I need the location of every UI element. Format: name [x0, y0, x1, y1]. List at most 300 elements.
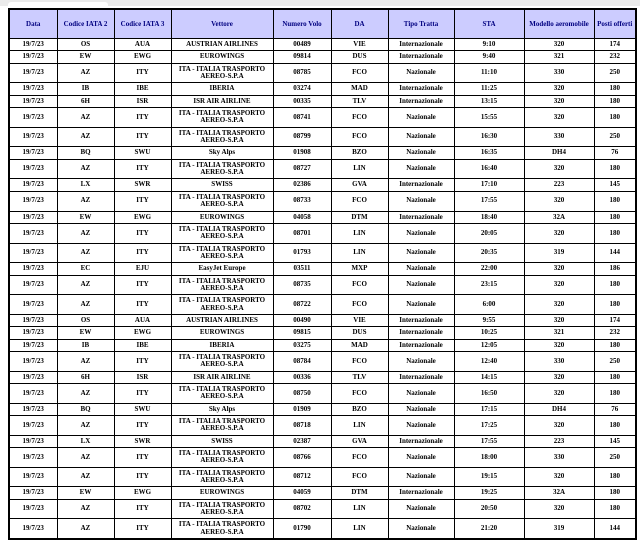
cell-sta: 22:00 — [454, 263, 524, 275]
cell-modello: 320 — [524, 416, 594, 436]
table-row — [9, 448, 636, 468]
cell-iata3: ITY — [114, 416, 171, 436]
cell-posti: 174 — [594, 39, 636, 51]
cell-iata3: IBE — [114, 83, 171, 95]
cell-iata2: AZ — [57, 295, 114, 315]
cell-iata3: EWG — [114, 487, 171, 499]
cell-tratta: Internazionale — [388, 179, 454, 191]
cell-tratta: Internazionale — [388, 487, 454, 499]
cell-modello: 320 — [524, 159, 594, 179]
cell-tratta: Nazionale — [388, 403, 454, 415]
cell-modello: 223 — [524, 435, 594, 447]
cell-da: LIN — [331, 416, 388, 436]
column-header-da: DA — [331, 9, 388, 39]
cell-tratta: Nazionale — [388, 63, 454, 83]
cell-iata3: EJU — [114, 263, 171, 275]
cell-modello: 319 — [524, 243, 594, 263]
column-header-iata3: Codice IATA 3 — [114, 9, 171, 39]
column-header-vettore: Vettore — [171, 9, 273, 39]
cell-volo: 01793 — [273, 243, 331, 263]
cell-data: 19/7/23 — [9, 83, 57, 95]
cell-tratta: Nazionale — [388, 295, 454, 315]
cell-sta: 20:35 — [454, 243, 524, 263]
cell-da: FCO — [331, 191, 388, 211]
cell-vettore: EasyJet Europe — [171, 263, 273, 275]
cell-da: MAD — [331, 83, 388, 95]
flights-table — [8, 8, 637, 540]
cell-vettore: ITA - ITALIA TRASPORTO AEREO-S.P.A — [171, 519, 273, 539]
table-row — [9, 275, 636, 295]
cell-iata3: ISR — [114, 95, 171, 107]
cell-tratta: Internazionale — [388, 51, 454, 63]
cell-sta: 12:40 — [454, 351, 524, 371]
cell-data: 19/7/23 — [9, 179, 57, 191]
cell-tratta: Internazionale — [388, 83, 454, 95]
table-row — [9, 499, 636, 519]
cell-sta: 17:15 — [454, 403, 524, 415]
cell-da: GVA — [331, 435, 388, 447]
cell-modello: 320 — [524, 263, 594, 275]
cell-volo: 08741 — [273, 108, 331, 128]
cell-vettore: IBERIA — [171, 83, 273, 95]
cell-tratta: Nazionale — [388, 275, 454, 295]
cell-posti: 250 — [594, 63, 636, 83]
cell-vettore: ITA - ITALIA TRASPORTO AEREO-S.P.A — [171, 63, 273, 83]
cell-data: 19/7/23 — [9, 191, 57, 211]
cell-volo: 08799 — [273, 127, 331, 147]
cell-posti: 180 — [594, 95, 636, 107]
table-row — [9, 314, 636, 326]
table-row — [9, 108, 636, 128]
table-row — [9, 403, 636, 415]
cell-vettore: ITA - ITALIA TRASPORTO AEREO-S.P.A — [171, 223, 273, 243]
cell-sta: 15:55 — [454, 108, 524, 128]
cell-volo: 00335 — [273, 95, 331, 107]
cell-iata3: ITY — [114, 275, 171, 295]
cell-tratta: Nazionale — [388, 499, 454, 519]
cell-posti: 180 — [594, 108, 636, 128]
cell-vettore: ITA - ITALIA TRASPORTO AEREO-S.P.A — [171, 127, 273, 147]
cell-data: 19/7/23 — [9, 448, 57, 468]
cell-tratta: Internazionale — [388, 327, 454, 339]
cell-posti: 180 — [594, 416, 636, 436]
table-row — [9, 147, 636, 159]
cell-sta: 21:20 — [454, 519, 524, 539]
cell-modello: 330 — [524, 448, 594, 468]
cell-posti: 76 — [594, 147, 636, 159]
cell-posti: 145 — [594, 179, 636, 191]
cell-sta: 10:25 — [454, 327, 524, 339]
cell-vettore: ISR AIR AIRLINE — [171, 95, 273, 107]
cell-posti: 180 — [594, 295, 636, 315]
cell-iata2: AZ — [57, 275, 114, 295]
cell-modello: 320 — [524, 39, 594, 51]
table-row — [9, 223, 636, 243]
flights-table-head — [9, 9, 636, 39]
cell-vettore: EUROWINGS — [171, 487, 273, 499]
cell-volo: 00490 — [273, 314, 331, 326]
cell-tratta: Nazionale — [388, 448, 454, 468]
cell-volo: 03511 — [273, 263, 331, 275]
cell-vettore: ITA - ITALIA TRASPORTO AEREO-S.P.A — [171, 191, 273, 211]
cell-vettore: EUROWINGS — [171, 327, 273, 339]
cell-posti: 250 — [594, 351, 636, 371]
cell-da: LIN — [331, 243, 388, 263]
cell-da: FCO — [331, 351, 388, 371]
cell-iata2: AZ — [57, 519, 114, 539]
cell-posti: 180 — [594, 371, 636, 383]
cell-vettore: ITA - ITALIA TRASPORTO AEREO-S.P.A — [171, 159, 273, 179]
cell-data: 19/7/23 — [9, 127, 57, 147]
cell-vettore: ISR AIR AIRLINE — [171, 371, 273, 383]
cell-sta: 12:05 — [454, 339, 524, 351]
cell-sta: 17:10 — [454, 179, 524, 191]
cell-posti: 180 — [594, 467, 636, 487]
cell-tratta: Nazionale — [388, 108, 454, 128]
column-header-volo: Numero Volo — [273, 9, 331, 39]
cell-sta: 11:10 — [454, 63, 524, 83]
flights-table-body — [9, 39, 636, 540]
cell-tratta: Nazionale — [388, 351, 454, 371]
cell-vettore: ITA - ITALIA TRASPORTO AEREO-S.P.A — [171, 108, 273, 128]
table-row — [9, 51, 636, 63]
cell-tratta: Internazionale — [388, 435, 454, 447]
table-row — [9, 179, 636, 191]
cell-volo: 08722 — [273, 295, 331, 315]
cell-data: 19/7/23 — [9, 159, 57, 179]
cell-iata3: SWR — [114, 179, 171, 191]
cell-data: 19/7/23 — [9, 403, 57, 415]
cell-vettore: AUSTRIAN AIRLINES — [171, 314, 273, 326]
cell-tratta: Nazionale — [388, 384, 454, 404]
cell-vettore: SWISS — [171, 435, 273, 447]
cell-volo: 02386 — [273, 179, 331, 191]
cell-iata2: AZ — [57, 63, 114, 83]
cell-data: 19/7/23 — [9, 327, 57, 339]
cell-data: 19/7/23 — [9, 499, 57, 519]
cell-posti: 145 — [594, 435, 636, 447]
cell-volo: 08718 — [273, 416, 331, 436]
cell-sta: 14:15 — [454, 371, 524, 383]
cell-volo: 08701 — [273, 223, 331, 243]
cell-vettore: ITA - ITALIA TRASPORTO AEREO-S.P.A — [171, 448, 273, 468]
cell-da: TLV — [331, 371, 388, 383]
cell-iata3: EWG — [114, 51, 171, 63]
cell-vettore: EUROWINGS — [171, 211, 273, 223]
cell-volo: 08733 — [273, 191, 331, 211]
table-row — [9, 416, 636, 436]
cell-volo: 09814 — [273, 51, 331, 63]
cell-da: FCO — [331, 384, 388, 404]
cell-data: 19/7/23 — [9, 351, 57, 371]
cell-sta: 11:25 — [454, 83, 524, 95]
cell-da: MXP — [331, 263, 388, 275]
cell-iata2: AZ — [57, 416, 114, 436]
table-row — [9, 519, 636, 539]
cell-modello: 320 — [524, 95, 594, 107]
cell-volo: 09815 — [273, 327, 331, 339]
cell-modello: DH4 — [524, 147, 594, 159]
cell-data: 19/7/23 — [9, 487, 57, 499]
cell-da: DTM — [331, 487, 388, 499]
cell-tratta: Internazionale — [388, 314, 454, 326]
cell-vettore: ITA - ITALIA TRASPORTO AEREO-S.P.A — [171, 351, 273, 371]
cell-iata2: AZ — [57, 108, 114, 128]
cell-data: 19/7/23 — [9, 519, 57, 539]
cell-data: 19/7/23 — [9, 39, 57, 51]
cell-sta: 16:30 — [454, 127, 524, 147]
cell-iata3: ITY — [114, 467, 171, 487]
cell-modello: 32A — [524, 211, 594, 223]
column-header-sta: STA — [454, 9, 524, 39]
cell-sta: 6:00 — [454, 295, 524, 315]
cell-iata3: ITY — [114, 223, 171, 243]
cell-tratta: Nazionale — [388, 191, 454, 211]
table-row — [9, 159, 636, 179]
cell-iata3: AUA — [114, 314, 171, 326]
cell-iata2: OS — [57, 39, 114, 51]
cell-volo: 04058 — [273, 211, 331, 223]
cell-volo: 08766 — [273, 448, 331, 468]
cell-tratta: Nazionale — [388, 416, 454, 436]
cell-sta: 13:15 — [454, 95, 524, 107]
cell-iata3: EWG — [114, 327, 171, 339]
cell-iata2: OS — [57, 314, 114, 326]
cell-posti: 232 — [594, 327, 636, 339]
cell-iata2: AZ — [57, 448, 114, 468]
cell-da: LIN — [331, 499, 388, 519]
cell-data: 19/7/23 — [9, 95, 57, 107]
cell-data: 19/7/23 — [9, 51, 57, 63]
cell-iata3: ITY — [114, 159, 171, 179]
cell-modello: 320 — [524, 108, 594, 128]
cell-tratta: Nazionale — [388, 519, 454, 539]
table-row — [9, 327, 636, 339]
cell-modello: 330 — [524, 63, 594, 83]
cell-data: 19/7/23 — [9, 416, 57, 436]
cell-volo: 08735 — [273, 275, 331, 295]
cell-volo: 02387 — [273, 435, 331, 447]
cell-iata3: ISR — [114, 371, 171, 383]
cell-posti: 180 — [594, 191, 636, 211]
cell-iata2: AZ — [57, 243, 114, 263]
cell-iata3: ITY — [114, 243, 171, 263]
cell-da: DTM — [331, 211, 388, 223]
cell-iata2: AZ — [57, 159, 114, 179]
column-header-modello: Modello aeromobile — [524, 9, 594, 39]
table-row — [9, 339, 636, 351]
cell-da: FCO — [331, 448, 388, 468]
cell-iata3: ITY — [114, 63, 171, 83]
cell-posti: 180 — [594, 487, 636, 499]
cell-posti: 180 — [594, 223, 636, 243]
cell-da: DUS — [331, 327, 388, 339]
cell-da: DUS — [331, 51, 388, 63]
column-header-posti: Posti offerti — [594, 9, 636, 39]
cell-da: FCO — [331, 467, 388, 487]
cell-vettore: ITA - ITALIA TRASPORTO AEREO-S.P.A — [171, 467, 273, 487]
cell-volo: 08712 — [273, 467, 331, 487]
cell-data: 19/7/23 — [9, 243, 57, 263]
cell-modello: 223 — [524, 179, 594, 191]
table-row — [9, 371, 636, 383]
table-row — [9, 295, 636, 315]
cell-posti: 180 — [594, 211, 636, 223]
cell-iata3: ITY — [114, 295, 171, 315]
cell-vettore: Sky Alps — [171, 147, 273, 159]
cell-data: 19/7/23 — [9, 63, 57, 83]
cell-sta: 9:10 — [454, 39, 524, 51]
cell-data: 19/7/23 — [9, 435, 57, 447]
cell-iata2: IB — [57, 339, 114, 351]
cell-vettore: Sky Alps — [171, 403, 273, 415]
cell-volo: 08785 — [273, 63, 331, 83]
cell-data: 19/7/23 — [9, 108, 57, 128]
table-row — [9, 191, 636, 211]
cell-posti: 76 — [594, 403, 636, 415]
cell-vettore: IBERIA — [171, 339, 273, 351]
cell-volo: 00336 — [273, 371, 331, 383]
cell-modello: 320 — [524, 275, 594, 295]
cell-sta: 9:55 — [454, 314, 524, 326]
cell-modello: 321 — [524, 51, 594, 63]
cell-data: 19/7/23 — [9, 275, 57, 295]
cell-data: 19/7/23 — [9, 384, 57, 404]
table-row — [9, 83, 636, 95]
cell-iata2: AZ — [57, 191, 114, 211]
cell-iata2: AZ — [57, 384, 114, 404]
cell-tratta: Internazionale — [388, 371, 454, 383]
cell-modello: 320 — [524, 499, 594, 519]
table-row — [9, 384, 636, 404]
table-row — [9, 435, 636, 447]
cell-da: FCO — [331, 295, 388, 315]
cell-volo: 08750 — [273, 384, 331, 404]
cell-iata2: EW — [57, 211, 114, 223]
cell-tratta: Nazionale — [388, 147, 454, 159]
cell-modello: 320 — [524, 295, 594, 315]
cell-modello: 320 — [524, 371, 594, 383]
cell-iata3: ITY — [114, 108, 171, 128]
column-header-data: Data — [9, 9, 57, 39]
cell-volo: 08727 — [273, 159, 331, 179]
cell-sta: 16:50 — [454, 384, 524, 404]
cell-da: FCO — [331, 127, 388, 147]
cell-sta: 16:35 — [454, 147, 524, 159]
cell-modello: 320 — [524, 223, 594, 243]
cell-volo: 00489 — [273, 39, 331, 51]
cell-tratta: Nazionale — [388, 159, 454, 179]
cell-data: 19/7/23 — [9, 339, 57, 351]
cell-tratta: Nazionale — [388, 127, 454, 147]
cell-data: 19/7/23 — [9, 263, 57, 275]
table-row — [9, 351, 636, 371]
cell-modello: 319 — [524, 519, 594, 539]
cell-sta: 18:00 — [454, 448, 524, 468]
cell-volo: 01908 — [273, 147, 331, 159]
cell-da: BZO — [331, 403, 388, 415]
cell-posti: 180 — [594, 159, 636, 179]
cell-modello: DH4 — [524, 403, 594, 415]
cell-iata3: SWR — [114, 435, 171, 447]
cell-iata3: IBE — [114, 339, 171, 351]
cell-posti: 144 — [594, 243, 636, 263]
column-header-iata2: Codice IATA 2 — [57, 9, 114, 39]
cell-iata3: SWU — [114, 147, 171, 159]
cell-sta: 20:05 — [454, 223, 524, 243]
cell-da: FCO — [331, 108, 388, 128]
cell-vettore: SWISS — [171, 179, 273, 191]
cell-iata2: AZ — [57, 127, 114, 147]
cell-iata2: AZ — [57, 351, 114, 371]
cell-modello: 320 — [524, 83, 594, 95]
cell-modello: 320 — [524, 339, 594, 351]
cell-tratta: Nazionale — [388, 243, 454, 263]
cell-modello: 330 — [524, 351, 594, 371]
cell-modello: 320 — [524, 314, 594, 326]
cell-sta: 20:50 — [454, 499, 524, 519]
cell-iata3: ITY — [114, 351, 171, 371]
cell-tratta: Internazionale — [388, 211, 454, 223]
cell-da: TLV — [331, 95, 388, 107]
cell-data: 19/7/23 — [9, 147, 57, 159]
cell-vettore: ITA - ITALIA TRASPORTO AEREO-S.P.A — [171, 384, 273, 404]
cell-modello: 320 — [524, 191, 594, 211]
cell-volo: 04059 — [273, 487, 331, 499]
cell-volo: 01790 — [273, 519, 331, 539]
cell-data: 19/7/23 — [9, 295, 57, 315]
cell-iata2: IB — [57, 83, 114, 95]
cell-iata3: ITY — [114, 191, 171, 211]
cell-vettore: EUROWINGS — [171, 51, 273, 63]
cell-tratta: Nazionale — [388, 223, 454, 243]
cell-iata2: 6H — [57, 95, 114, 107]
cell-volo: 08784 — [273, 351, 331, 371]
cell-data: 19/7/23 — [9, 371, 57, 383]
cell-data: 19/7/23 — [9, 467, 57, 487]
cell-data: 19/7/23 — [9, 211, 57, 223]
cell-posti: 250 — [594, 127, 636, 147]
cell-sta: 17:55 — [454, 435, 524, 447]
cell-da: LIN — [331, 223, 388, 243]
cell-da: FCO — [331, 63, 388, 83]
cell-tratta: Nazionale — [388, 467, 454, 487]
cell-iata3: ITY — [114, 499, 171, 519]
cell-posti: 186 — [594, 263, 636, 275]
cell-volo: 03275 — [273, 339, 331, 351]
cell-iata3: AUA — [114, 39, 171, 51]
cell-sta: 18:40 — [454, 211, 524, 223]
cell-iata2: EW — [57, 487, 114, 499]
cell-vettore: AUSTRIAN AIRLINES — [171, 39, 273, 51]
cell-iata2: BQ — [57, 147, 114, 159]
cell-posti: 180 — [594, 83, 636, 95]
cell-iata2: EC — [57, 263, 114, 275]
table-row — [9, 467, 636, 487]
cell-sta: 9:40 — [454, 51, 524, 63]
window-tab-fragment — [8, 2, 108, 6]
cell-vettore: ITA - ITALIA TRASPORTO AEREO-S.P.A — [171, 416, 273, 436]
cell-modello: 320 — [524, 384, 594, 404]
cell-iata2: BQ — [57, 403, 114, 415]
cell-tratta: Nazionale — [388, 263, 454, 275]
cell-posti: 180 — [594, 339, 636, 351]
cell-modello: 320 — [524, 467, 594, 487]
cell-da: LIN — [331, 519, 388, 539]
cell-iata3: ITY — [114, 519, 171, 539]
cell-iata2: LX — [57, 435, 114, 447]
cell-vettore: ITA - ITALIA TRASPORTO AEREO-S.P.A — [171, 295, 273, 315]
